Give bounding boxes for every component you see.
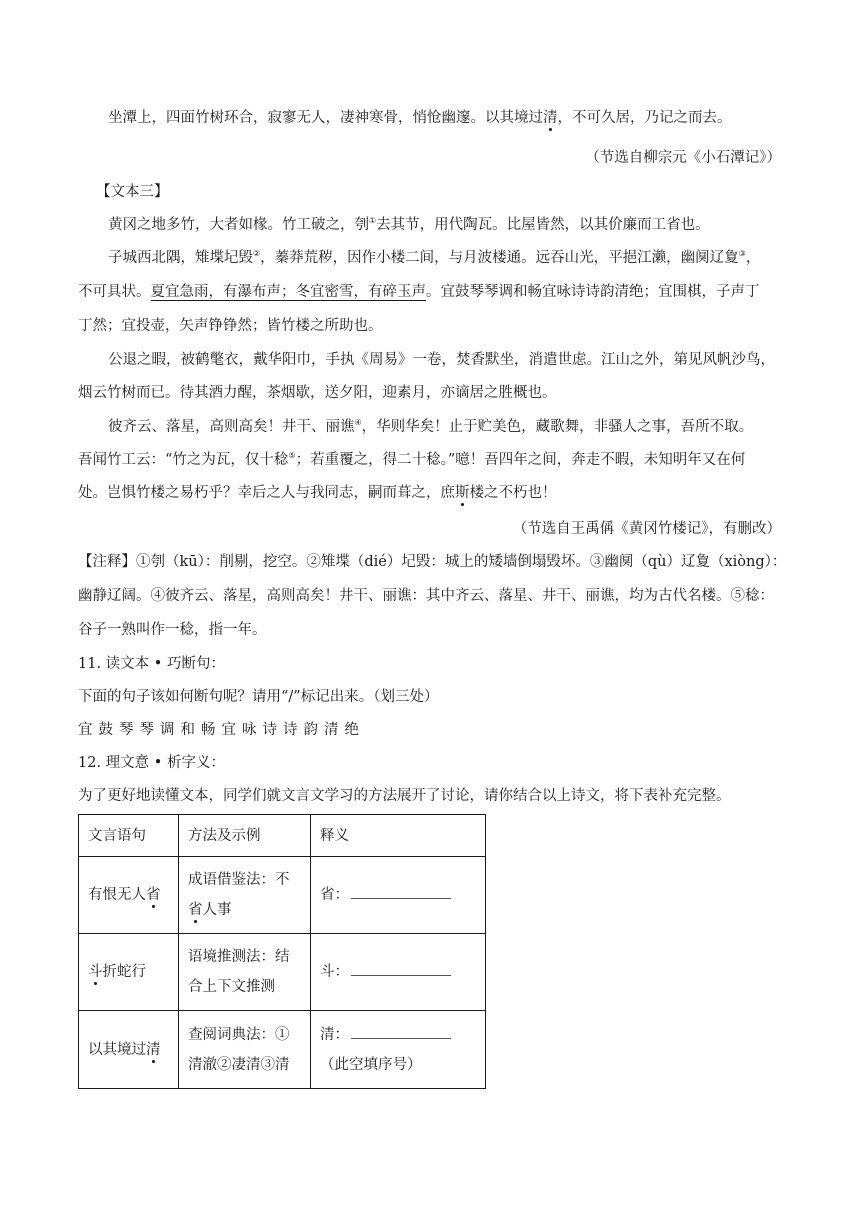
emphasis-dot-char: 清 — [146, 1041, 161, 1058]
emphasis-dot-char: 省 — [188, 902, 203, 918]
answer-cell: 斗： — [311, 934, 486, 1011]
text2-source: （节选自柳宗元《小石潭记》） — [585, 150, 781, 166]
notes-line-2: 幽静辽阔。④彼齐云、落星，高则高矣！井干、丽谯：其中齐云、落星、井干、丽谯，均为古代名楼。⑤稔： — [78, 588, 774, 604]
text3-paragraph-2-line-3: 丁然；宜投壶，矢声铮铮然；皆竹楼之所助也。 — [78, 318, 383, 334]
text3-source: （节选自王禹偁《黄冈竹楼记》，有删改） — [512, 521, 781, 537]
footnote-marker: ⑤ — [288, 451, 296, 460]
table-header-row — [79, 815, 486, 857]
footnote-marker: ② — [253, 249, 261, 258]
text3-paragraph-2-line-2: 不可具状。夏宜急雨，有瀑布声；冬宜密雪，有碎玉声。宜鼓琴琴调和畅宜咏诗诗韵清绝；宜围棋，子声丁 — [78, 284, 760, 300]
question-12-instruction: 为了更好地读懂文本，同学们就文言文学习的方法展开了讨论，请你结合以上诗文，将下表补充完整。 — [78, 788, 731, 804]
answer-blank[interactable] — [351, 884, 451, 899]
table-row — [79, 1011, 486, 1089]
phrase-cell: 有恨无人省 — [79, 857, 179, 934]
footnote-marker: ④ — [354, 418, 362, 427]
text3-paragraph-4-line-3: 处。岂惧竹楼之易朽乎？幸后之人与我同志，嗣而葺之，庶斯楼之不朽也！ — [78, 485, 557, 501]
text3-paragraph-4-line-2: 吾闻竹工云：“竹之为瓦，仅十稔⑤；若重覆之，得二十稔。”噫！吾四年之间，奔走不暇，未知明年又在何 — [78, 451, 746, 468]
table-header-cell: 文言语句 — [79, 815, 179, 857]
emphasis-dot-char: 斯 — [455, 485, 470, 501]
text3-heading: 【文本三】 — [96, 184, 169, 200]
footnote-marker: ① — [369, 216, 377, 225]
phrase-cell: 以其境过清 — [79, 1011, 179, 1089]
method-cell: 语境推测法：结 合上下文推测 — [179, 934, 311, 1011]
answer-blank[interactable] — [351, 961, 451, 976]
answer-note: （此空填序号） — [320, 1056, 422, 1073]
answer-cell: 清： （此空填序号） — [311, 1011, 486, 1089]
question-12-table — [78, 814, 486, 1089]
emphasis-dot-char: 省 — [146, 887, 161, 903]
table-row — [79, 857, 486, 934]
text2-last-paragraph: 坐潭上，四面竹树环合，寂寥无人，凄神寒骨，悄怆幽邃。以其境过清，不可久居，乃记之而去。 — [108, 110, 732, 126]
question-12-title: 12. 理文意 • 析字义： — [78, 755, 225, 771]
answer-cell: 省： — [311, 857, 486, 934]
text3-paragraph-3-line-1: 公退之暇，被鹤氅衣，戴华阳巾，手执《周易》一卷，焚香默坐，消遣世虑。江山之外，第见风帆沙鸟， — [108, 352, 775, 368]
emphasis-dot-char: 斗 — [88, 964, 103, 980]
answer-blank[interactable] — [351, 1024, 451, 1039]
table-row — [79, 934, 486, 1011]
notes-line-3: 谷子一熟叫作一稔，指一年。 — [78, 622, 267, 638]
text3-paragraph-1: 黄冈之地多竹，大者如椽。竹工破之，刳①去其节，用代陶瓦。比屋皆然，以其价廉而工省也。 — [108, 216, 710, 233]
underlined-sentence: 夏宜急雨，有瀑布声；冬宜密雪，有碎玉声 — [150, 284, 426, 300]
footnote-marker: ③ — [738, 249, 746, 258]
emphasis-dot-char: 清 — [543, 110, 558, 126]
question-11-sentence[interactable]: 宜鼓琴琴调和畅宜咏诗诗韵清绝 — [78, 722, 365, 738]
table-header-cell: 方法及示例 — [179, 815, 311, 857]
notes-line-1: 【注释】①刳（kū）：削剔，挖空。②雉堞（dié）圮毁：城上的矮墙倒塌毁坏。③幽阒（qù）辽夐（xiòng）： — [78, 554, 787, 570]
method-cell: 成语借鉴法：不 省人事 — [179, 857, 311, 934]
question-11-instruction: 下面的句子该如何断句呢？请用“/”标记出来。（划三处） — [78, 689, 439, 705]
text3-paragraph-4-line-1: 彼齐云、落星，高则高矣！井干、丽谯④，华则华矣！止于贮美色，藏歌舞，非骚人之事，吾所不取。 — [108, 418, 754, 435]
question-11-title: 11. 读文本 • 巧断句： — [78, 656, 225, 672]
text3-paragraph-2-line-1: 子城西北隅，雉堞圮毁②，蓁莽荒秽，因作小楼二间，与月波楼通。远吞山光，平挹江濑，幽阒辽夐③， — [108, 249, 761, 266]
text3-paragraph-3-line-2: 烟云竹树而已。待其酒力醒，茶烟歇，送夕阳，迎素月，亦谪居之胜概也。 — [78, 385, 557, 401]
method-cell: 查阅词典法：① 清澈②凄清③清 — [179, 1011, 311, 1089]
table-header-cell: 释义 — [311, 815, 486, 857]
phrase-cell: 斗折蛇行 — [79, 934, 179, 1011]
